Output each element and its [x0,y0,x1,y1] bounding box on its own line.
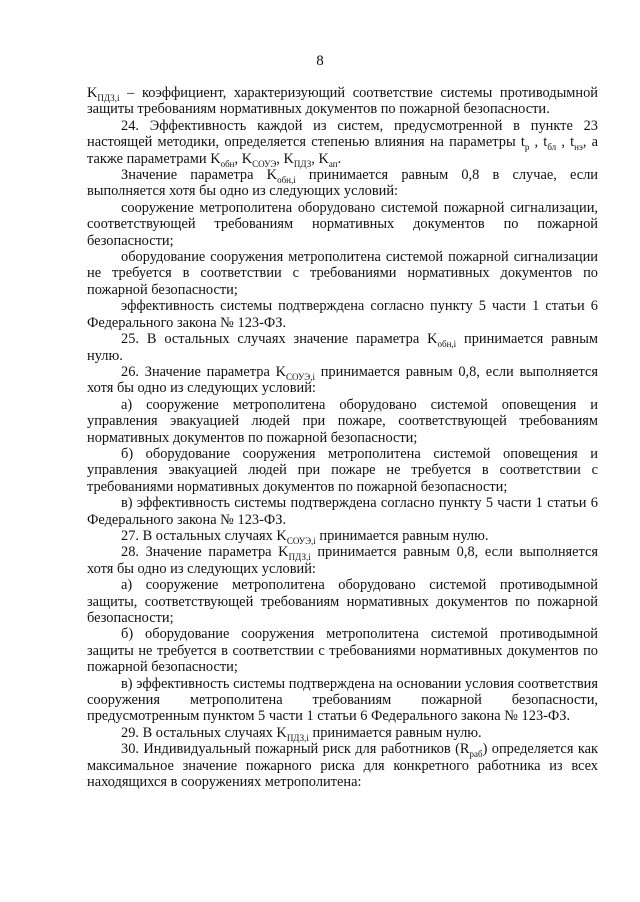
paragraph-p07 [87,331,598,364]
text-run: , K [311,150,329,167]
text-run: принимается равным 0,8, если выполняется хотя бы одно из следующих условий: [87,363,598,397]
paragraph-p06 [87,298,598,331]
subscript: СОУЭ,i [286,535,316,546]
text-run: принимается равным нулю. [315,527,489,544]
text-run: принимается равным нулю. [87,331,598,364]
text-run: – коэффициент, характеризующий соответствие системы противодымной защиты требованиям нормативных документов по пожарной безопасности. [87,85,598,118]
text-run: эффективность системы подтверждена согласно пункту 5 части 1 статьи 6 Федерального закона № 123-ФЗ. [87,298,598,331]
text-run: оборудование сооружения метрополитена системой пожарной сигнализации не требуется в соответствии с требованиями нормативных документов по пожарной безопасности; [87,249,598,298]
subscript: обн,i [437,338,457,349]
text-run: а) сооружение метрополитена оборудовано системой противодымной защиты, соответствующей требованиям нормативных документов по пожарной безопасности; [87,577,598,626]
subscript: ПДЗ,i [288,552,311,563]
paragraph-p11 [87,495,598,528]
paragraph-p14 [87,577,598,626]
text-run: 27. В остальных случаях K [121,527,287,544]
text-run: принимается равным 0,8, если выполняется хотя бы одно из следующих условий: [87,544,598,577]
text-run: 25. В остальных случаях значение параметра K [121,331,438,348]
paragraph-p17 [87,725,598,741]
paragraph-p01 [87,85,598,118]
paragraph-p16 [87,676,598,725]
paragraph-p15 [87,626,598,675]
paragraph-p10 [87,446,598,495]
text-run: , а также параметрами K [87,134,599,167]
text-run: . [337,150,342,167]
subscript: ПДЗ [293,158,312,169]
subscript: ап [328,158,338,169]
text-run: , t [529,134,548,151]
subscript: бл [547,142,557,153]
document-body [87,85,598,790]
subscript: СОУЭ [252,158,277,169]
subscript: ПДЗ,i [97,92,120,103]
text-run: , t [556,134,575,151]
subscript: ПДЗ,i [286,732,309,743]
text-run: 30. Индивидуальный пожарный риск для работников (R [121,741,470,758]
text-run: в) эффективность системы подтверждена согласно пункту 5 части 1 статьи 6 Федерального закона № 123-ФЗ. [87,495,598,528]
subscript: обн,i [277,174,296,185]
text-run: сооружение метрополитена оборудовано системой пожарной сигнализации, соответствующей требованиям нормативных документов по пожарной безопасности; [87,199,598,249]
paragraph-p02 [87,118,598,167]
paragraph-p13 [87,544,598,577]
subscript: р [524,142,530,153]
text-run: в) эффективность системы подтверждена на основании условия соответствия сооружения метрополитена требованиям пожарной безопасности, предусмотренным пунктом 5 части 1 статьи 6 Федерального закона № 123-ФЗ. [87,675,598,725]
subscript: нэ [574,142,583,153]
paragraph-p05 [87,249,598,298]
text-run: 26. Значение параметра K [121,363,287,380]
text-run: K [87,85,98,101]
paragraph-p08 [87,364,598,397]
text-run: , K [234,150,253,167]
subscript: раб [469,749,483,760]
text-run: 29. В остальных случаях K [121,724,287,741]
paragraph-p03 [87,167,598,200]
paragraph-p04 [87,200,598,249]
text-run: принимается равным нулю. [308,724,482,741]
paragraph-p12 [87,528,598,544]
text-run: 28. Значение параметра K [121,544,289,561]
subscript: обн [220,158,235,169]
text-run: Значение параметра K [121,167,278,184]
text-run: б) оборудование сооружения метрополитена системой противодымной защиты не требуется в соответствии с требованиями нормативных документов по пожарной безопасности; [87,626,598,676]
text-run: , K [276,150,294,167]
paragraph-p18 [87,741,598,790]
text-run: 24. Эффективность каждой из систем, предусмотренной в пункте 23 настоящей методики, определяется степенью влияния на параметры t [87,117,598,151]
text-run: б) оборудование сооружения метрополитена системой оповещения и управления эвакуацией людей при пожаре не требуется в соответствии с требованиями нормативных документов по пожарной безопасности; [87,445,598,495]
text-run: принимается равным 0,8 в случае, если выполняется хотя бы одно из следующих условий: [87,167,598,200]
text-run: а) сооружение метрополитена оборудовано системой оповещения и управления эвакуацией людей при пожаре, соответствующей требованиям нормативных документов по пожарной безопасности; [87,396,598,446]
text-run: ) определяется как максимальное значение пожарного риска для конкретного работника из всех находящихся в сооружениях метрополитена: [87,741,598,791]
paragraph-p09 [87,397,598,446]
page-number: 8 [316,53,324,69]
subscript: СОУЭ,i [286,371,315,382]
